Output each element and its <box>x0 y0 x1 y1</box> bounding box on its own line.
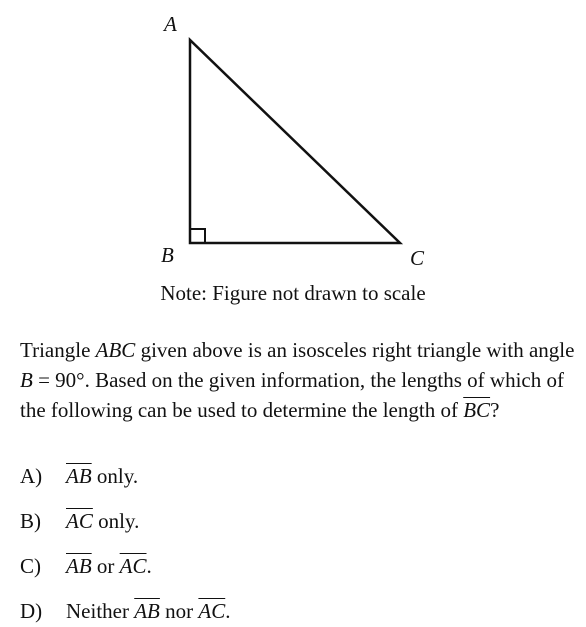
question-part-3: . Based on the given information, the lengths of which of the following can be used to determine the length of <box>20 368 564 422</box>
choice-segment: $\overline{AC}$ <box>198 599 226 623</box>
choice-text: only. <box>91 464 139 488</box>
answer-choice-d[interactable] <box>20 597 230 625</box>
choice-letter: D) <box>20 599 43 623</box>
choice-end: . <box>225 599 231 623</box>
triangle-abc <box>190 40 400 243</box>
right-angle-marker <box>190 229 205 243</box>
choice-connector: nor <box>159 599 199 623</box>
segment-bc: $\overline{BC}$ <box>463 398 491 422</box>
question-part-2: given above is an isosceles right triangle with angle <box>135 338 575 362</box>
vertex-label-c: C <box>410 246 425 270</box>
question-part-4: ? <box>490 398 500 422</box>
answer-choice-a[interactable] <box>20 462 138 490</box>
triangle-name: ABC <box>95 338 136 362</box>
choice-letter: C) <box>20 554 41 578</box>
figure-note: Note: Figure not drawn to scale <box>160 281 426 305</box>
choice-prefix: Neither <box>66 599 135 623</box>
triangle-figure <box>0 0 586 280</box>
choice-segment: $\overline{AB}$ <box>134 599 160 623</box>
angle-variable: B <box>20 368 33 392</box>
choice-connector: or <box>91 554 120 578</box>
choice-segment: $\overline{AB}$ <box>66 464 92 488</box>
question-part-1: Triangle <box>20 338 96 362</box>
vertex-label-a: A <box>164 12 177 36</box>
choice-text: only. <box>92 509 140 533</box>
vertex-label-b: B <box>161 243 174 267</box>
angle-equation: = 90° <box>32 368 85 392</box>
answer-choice-b[interactable] <box>20 507 139 535</box>
choice-letter: B) <box>20 509 41 533</box>
choice-segment: $\overline{AC}$ <box>66 509 93 533</box>
choice-letter: A) <box>20 464 43 488</box>
question-text <box>20 335 576 425</box>
choice-segment: $\overline{AB}$ <box>66 554 92 578</box>
choice-end: . <box>146 554 152 578</box>
choice-segment: $\overline{AC}$ <box>119 554 147 578</box>
answer-choice-c[interactable] <box>20 552 152 580</box>
